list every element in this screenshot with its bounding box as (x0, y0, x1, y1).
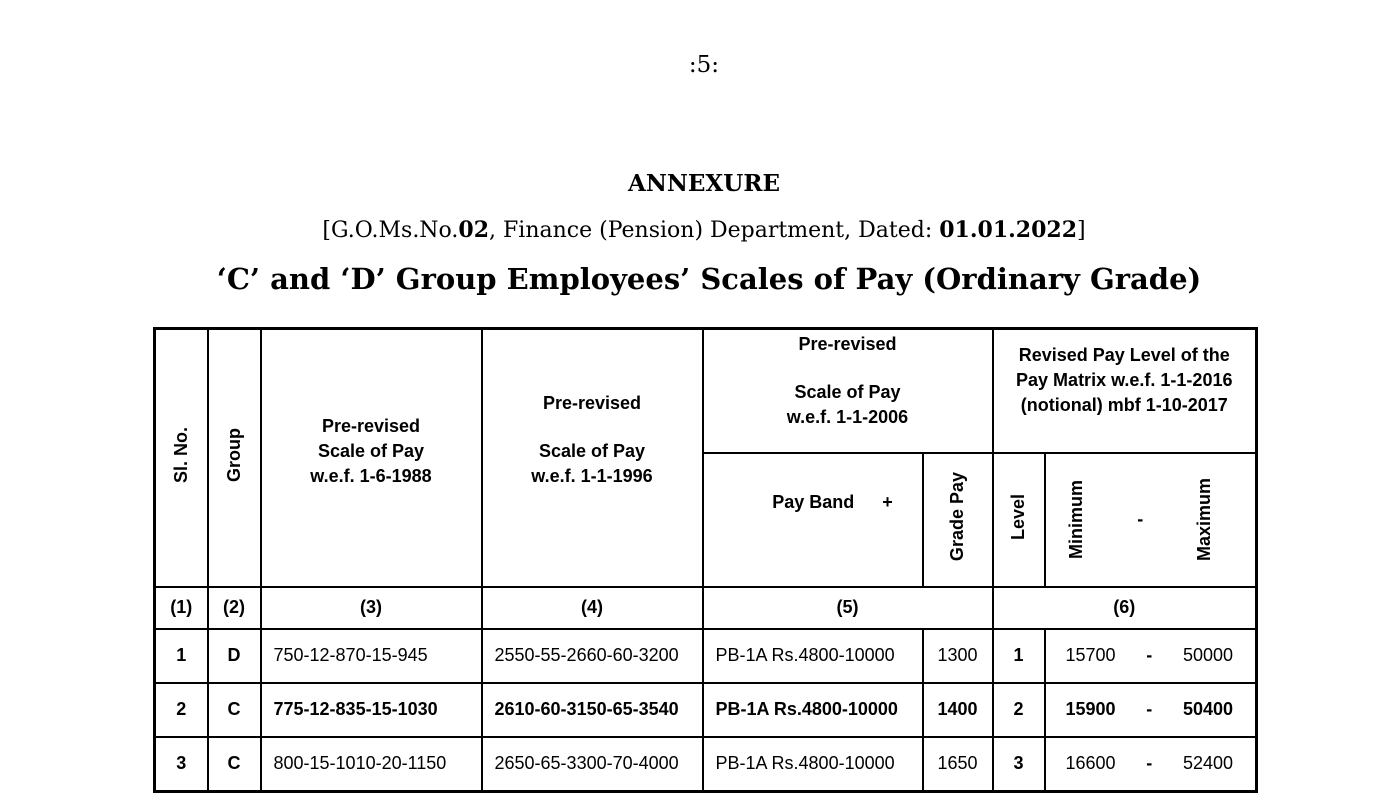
header-min-max (1045, 453, 1257, 587)
header-scale-1988: Pre-revised Scale of Pay w.e.f. 1-6-1988 (261, 329, 482, 587)
header-grade-pay: Grade Pay (923, 453, 993, 587)
header-pay-band: Pay Band + (703, 453, 923, 587)
header-minimum: Minimum (1065, 480, 1086, 559)
header-scale-1996: Pre-revised Scale of Pay w.e.f. 1-1-1996 (482, 329, 703, 587)
header-revised-pay-level: Revised Pay Level of the Pay Matrix w.e.f. 1-1-2016 (notional) mbf 1-10-2017 (993, 329, 1257, 453)
header-dash: - (1137, 509, 1144, 529)
table-row: 1 D 750-12-870-15-945 2550-55-2660-60-3200 PB-1A Rs.4800-10000 1300 1 15700 - 50000 (155, 629, 1257, 683)
header-level: Level (993, 453, 1045, 587)
go-middle: , Finance (Pension) Department, Dated: (489, 218, 940, 243)
header-sl-no: Sl. No. (155, 329, 208, 587)
go-number: 02 (458, 217, 490, 243)
go-prefix: [G.O.Ms.No. (322, 218, 459, 243)
header-group: Group (208, 329, 261, 587)
government-order-reference (0, 217, 1392, 243)
table-row: 2 C 775-12-835-15-1030 2610-60-3150-65-3540 PB-1A Rs.4800-10000 1400 2 15900 - 50400 (155, 683, 1257, 737)
annexure-heading: ANNEXURE (628, 170, 780, 197)
go-date: 01.01.2022 (939, 217, 1078, 243)
go-suffix: ] (1077, 218, 1086, 243)
header-scale-2006: Pre-revised Scale of Pay w.e.f. 1-1-2006 (703, 329, 993, 453)
page-title: ‘C’ and ‘D’ Group Employees’ Scales of Pay (Ordinary Grade) (216, 262, 1202, 296)
column-number-row: (1) (2) (3) (4) (5) (6) (155, 587, 1257, 629)
header-maximum: Maximum (1194, 477, 1214, 562)
table-row: 3 C 800-15-1010-20-1150 2650-65-3300-70-4000 PB-1A Rs.4800-10000 1650 3 16600 - 52400 (155, 737, 1257, 792)
pay-scale-table (153, 327, 1258, 793)
page-number: :5: (688, 52, 720, 78)
